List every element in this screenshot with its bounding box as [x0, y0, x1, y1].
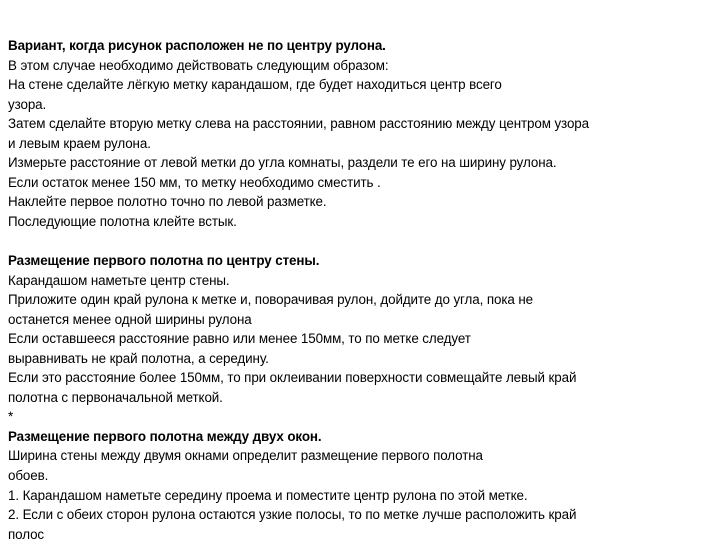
section1-line-8: Наклейте первое полотно точно по левой разметке. [8, 194, 327, 210]
section3-line-2: обоев. [8, 468, 49, 484]
section1-line-7: Если остаток менее 150 мм, то метку необходимо сместить . [8, 174, 381, 190]
section1-line-9: Последующие полотна клейте встык. [8, 213, 237, 229]
document-body [8, 36, 714, 544]
section1-line-1: В этом случае необходимо действовать следующим образом: [8, 57, 389, 73]
section1-line-6: Измерьте расстояние от левой метки до угла комнаты, раздели те его на ширину рулона. [8, 155, 557, 171]
section1-line-3: узора. [8, 96, 47, 112]
section1-line-5: и левым краем рулона. [8, 135, 151, 151]
separator-asterisk: * [8, 409, 14, 425]
section3-line-3: 1. Карандашом наметьте середину проема и поместите центр рулона по этой метке. [8, 487, 528, 503]
section3-heading: Размещение первого полотна между двух окон. [8, 428, 322, 444]
section3-line-1: Ширина стены между двумя окнами определит размещение первого полотна [8, 448, 483, 464]
section2-line-1: Карандашом наметьте центр стены. [8, 272, 230, 288]
section2-line-5: выравнивать не край полотна, а середину. [8, 350, 269, 366]
section2-heading: Размещение первого полотна по центру стены. [8, 253, 320, 269]
section3-line-4: 2. Если с обеих сторон рулона остаются узкие полосы, то по метке лучше расположить край [8, 507, 577, 523]
section2-line-4: Если оставшееся расстояние равно или менее 150мм, то по метке следует [8, 331, 471, 347]
section1-heading: Вариант, когда рисунок расположен не по центру рулона. [8, 38, 386, 53]
section2-line-6: Если это расстояние более 150мм, то при оклеивании поверхности совмещайте левый край [8, 370, 577, 386]
section2-line-7: полотна с первоначальной меткой. [8, 389, 223, 405]
paragraph-gap [8, 231, 714, 251]
section3-line-5: полос [8, 526, 45, 542]
section1-line-2: На стене сделайте лёгкую метку карандашом, где будет находиться центр всего [8, 77, 502, 93]
section1-line-4: Затем сделайте вторую метку слева на расстоянии, равном расстоянию между центром узора [8, 116, 589, 132]
section2-line-2: Приложите один край рулона к метке и, поворачивая рулон, дойдите до угла, пока не [8, 292, 534, 308]
section2-line-3: останется менее одной ширины рулона [8, 311, 252, 327]
